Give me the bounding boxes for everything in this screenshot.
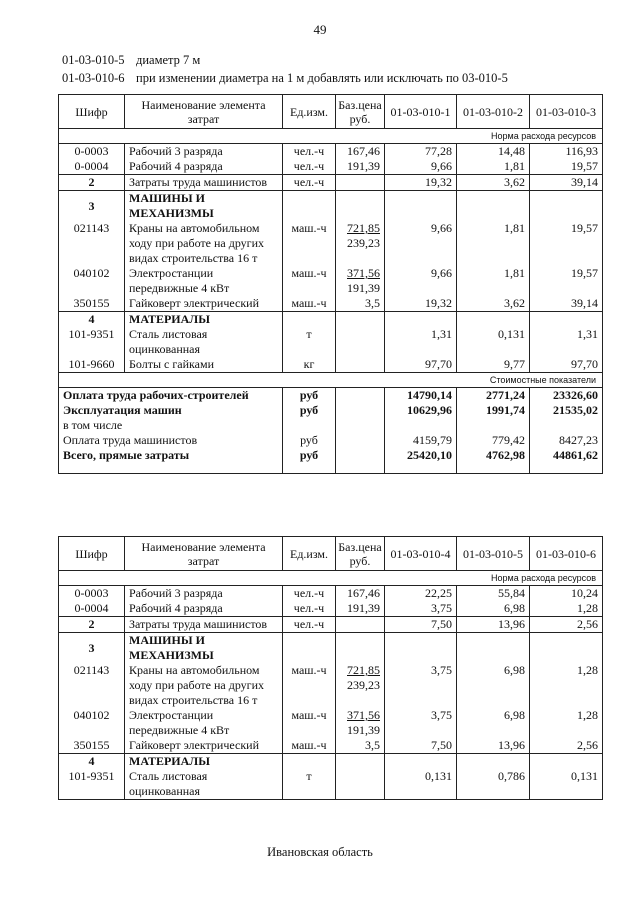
cost-row: в том числе xyxy=(59,418,603,433)
table-row: 0-0003 Рабочий 3 разряда чел.-ч 167,46 22,25 55,84 10,24 xyxy=(59,586,603,602)
table-row: 0-0004 Рабочий 4 разряда чел.-ч 191,39 3,75 6,98 1,28 xyxy=(59,601,603,617)
resource-table-2 xyxy=(58,536,603,800)
table-header-row xyxy=(59,537,603,571)
header-price: Баз.цена руб. xyxy=(336,95,385,129)
table-row: 101-9660 Болты с гайками кг 97,70 9,77 97,70 xyxy=(59,357,603,373)
footer-region: Ивановская область xyxy=(267,845,373,859)
table-row: 040102 Электростанции передвижные 4 кВт маш.-ч 371,56 191,39 9,66 1,81 19,57 xyxy=(59,266,603,296)
table-row: 0-0003 Рабочий 3 разряда чел.-ч 167,46 77,28 14,48 116,93 xyxy=(59,144,603,160)
reference-text: при изменении диаметра на 1 м добавлять или исключать по 03-010-5 xyxy=(136,71,508,85)
cost-row: Эксплуатация машин руб 10629,96 1991,74 21535,02 xyxy=(59,403,603,418)
cost-row: Всего, прямые затраты руб 25420,10 4762,98 44861,62 xyxy=(59,448,603,463)
reference-line xyxy=(62,71,508,86)
table-header-row xyxy=(59,95,603,129)
cost-row: Оплата труда машинистов руб 4159,79 779,42 8427,23 xyxy=(59,433,603,448)
band-costs: Стоимостные показатели xyxy=(59,373,603,388)
table-row: 101-9351 Сталь листовая оцинкованная т 1,31 0,131 1,31 xyxy=(59,327,603,357)
reference-code: 01-03-010-5 xyxy=(62,53,125,67)
reference-code: 01-03-010-6 xyxy=(62,71,125,85)
table-row: 2 Затраты труда машинистов чел.-ч 7,50 13,96 2,56 xyxy=(59,617,603,633)
header-col-1: 01-03-010-1 xyxy=(385,95,457,129)
cost-row: Оплата труда рабочих-строителей руб 14790,14 2771,24 23326,60 xyxy=(59,388,603,404)
header-col-1: 01-03-010-4 xyxy=(385,537,457,571)
header-code: Шифр xyxy=(59,95,125,129)
header-name: Наименование элемента затрат xyxy=(125,537,283,571)
header-unit: Ед.изм. xyxy=(283,95,336,129)
table-row: 350155 Гайковерт электрический маш.-ч 3,5 19,32 3,62 39,14 xyxy=(59,296,603,312)
table-row: 021143 Краны на автомобильном ходу при работе на других видах строительства 16 т маш.-ч 721,85 239,23 9,66 1,81 19,57 xyxy=(59,221,603,266)
table-row: 101-9351 Сталь листовая оцинкованная т 0,131 0,786 0,131 xyxy=(59,769,603,800)
spacer-row xyxy=(59,463,603,474)
reference-line xyxy=(62,53,200,68)
table-row: 2 Затраты труда машинистов чел.-ч 19,32 3,62 39,14 xyxy=(59,175,603,191)
table-row: 3 МАШИНЫ И МЕХАНИЗМЫ xyxy=(59,191,603,222)
table-row: 4 МАТЕРИАЛЫ xyxy=(59,312,603,328)
table-row: 021143 Краны на автомобильном ходу при работе на других видах строительства 16 т маш.-ч 721,85 239,23 3,75 6,98 1,28 xyxy=(59,663,603,708)
page-number: 49 xyxy=(313,22,327,37)
table-row: 3 МАШИНЫ И МЕХАНИЗМЫ xyxy=(59,633,603,664)
header-col-3: 01-03-010-6 xyxy=(530,537,603,571)
header-code: Шифр xyxy=(59,537,125,571)
table-row: 040102 Электростанции передвижные 4 кВт маш.-ч 371,56 191,39 3,75 6,98 1,28 xyxy=(59,708,603,738)
band-norms: Норма расхода ресурсов xyxy=(59,571,603,586)
band-norms: Норма расхода ресурсов xyxy=(59,129,603,144)
header-unit: Ед.изм. xyxy=(283,537,336,571)
table-row: 0-0004 Рабочий 4 разряда чел.-ч 191,39 9,66 1,81 19,57 xyxy=(59,159,603,175)
table-row: 4 МАТЕРИАЛЫ xyxy=(59,754,603,770)
header-name: Наименование элемента затрат xyxy=(125,95,283,129)
header-col-2: 01-03-010-2 xyxy=(457,95,530,129)
reference-text: диаметр 7 м xyxy=(136,53,201,67)
table-row: 350155 Гайковерт электрический маш.-ч 3,5 7,50 13,96 2,56 xyxy=(59,738,603,754)
header-price: Баз.цена руб. xyxy=(336,537,385,571)
header-col-2: 01-03-010-5 xyxy=(457,537,530,571)
header-col-3: 01-03-010-3 xyxy=(530,95,603,129)
resource-table-1 xyxy=(58,94,603,474)
